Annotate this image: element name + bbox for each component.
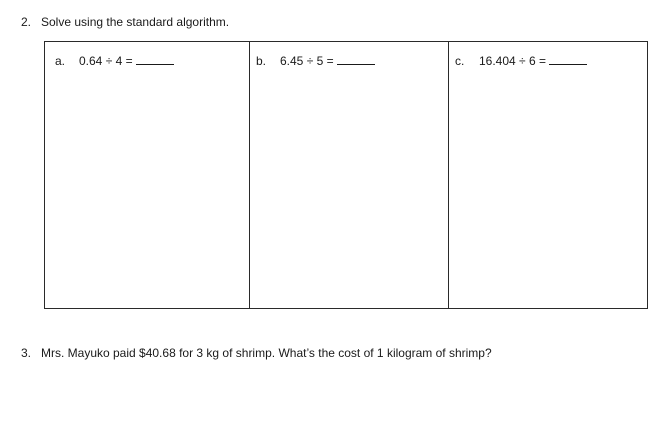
problem-b-answer-blank[interactable] (337, 53, 375, 65)
problem-c-answer-blank[interactable] (549, 53, 587, 65)
problem-c (455, 53, 587, 68)
problem-b-letter: b. (256, 54, 267, 68)
problem-b (256, 53, 375, 68)
work-cell-b[interactable] (249, 42, 448, 308)
question-3-text: Mrs. Mayuko paid $40.68 for 3 kg of shrimp. What’s the cost of 1 kilogram of shrimp? (41, 346, 492, 360)
problem-a (55, 53, 174, 68)
problem-c-expression: 16.404 ÷ 6 = (479, 54, 546, 68)
problem-a-answer-blank[interactable] (136, 53, 174, 65)
question-2 (21, 15, 229, 29)
question-3 (21, 346, 492, 360)
question-2-number: 2. (21, 15, 32, 29)
question-3-number: 3. (21, 346, 32, 360)
problem-a-expression: 0.64 ÷ 4 = (79, 54, 133, 68)
problem-a-letter: a. (55, 54, 66, 68)
work-cell-c[interactable] (448, 42, 647, 308)
question-2-text: Solve using the standard algorithm. (41, 15, 230, 29)
work-cell-a[interactable] (45, 42, 249, 308)
problem-b-expression: 6.45 ÷ 5 = (280, 54, 334, 68)
problem-c-letter: c. (455, 54, 465, 68)
work-grid (44, 41, 648, 309)
